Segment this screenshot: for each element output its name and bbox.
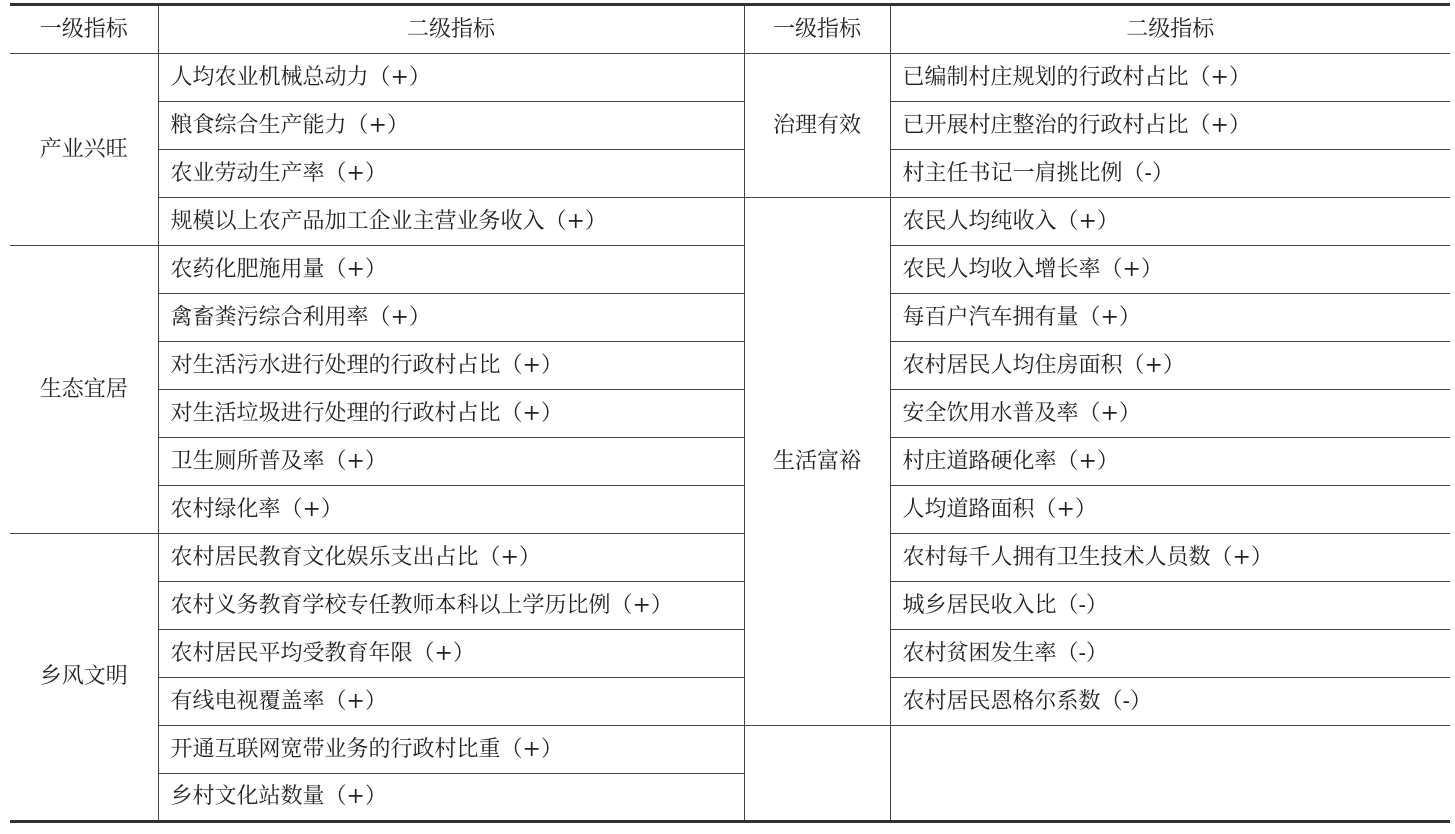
indicator-cell: 规模以上农产品加工企业主营业务收入（+） [158,198,744,246]
category-cell: 生活富裕 [744,198,890,726]
category-cell: 治理有效 [744,54,890,198]
indicator-cell: 城乡居民收入比（-） [890,582,1450,630]
indicator-cell: 已编制村庄规划的行政村占比（+） [890,54,1450,102]
table-row [10,534,1450,582]
indicator-cell: 农村居民人均住房面积（+） [890,342,1450,390]
indicator-table [10,3,1450,823]
table-row [10,198,1450,246]
table-row [10,102,1450,150]
indicator-cell: 人均农业机械总动力（+） [158,54,744,102]
indicator-cell: 农村居民恩格尔系数（-） [890,678,1450,726]
indicator-cell: 粮食综合生产能力（+） [158,102,744,150]
indicator-cell: 禽畜粪污综合利用率（+） [158,294,744,342]
indicator-cell: 农民人均收入增长率（+） [890,246,1450,294]
indicator-cell: 农村每千人拥有卫生技术人员数（+） [890,534,1450,582]
indicator-cell: 乡村文化站数量（+） [158,774,744,822]
table-row [10,150,1450,198]
table-row [10,486,1450,534]
table-row [10,390,1450,438]
indicator-cell: 农村居民平均受教育年限（+） [158,630,744,678]
empty-category-cell [744,726,890,822]
table-row [10,54,1450,102]
indicator-cell: 农村义务教育学校专任教师本科以上学历比例（+） [158,582,744,630]
indicator-cell: 村庄道路硬化率（+） [890,438,1450,486]
table-row [10,582,1450,630]
table-row [10,294,1450,342]
category-cell: 乡风文明 [10,534,158,822]
indicator-cell: 农药化肥施用量（+） [158,246,744,294]
table-row [10,726,1450,774]
indicator-cell: 每百户汽车拥有量（+） [890,294,1450,342]
indicator-cell: 农村贫困发生率（-） [890,630,1450,678]
category-cell: 产业兴旺 [10,54,158,246]
indicator-cell: 农村绿化率（+） [158,486,744,534]
table-row [10,246,1450,294]
indicator-cell: 人均道路面积（+） [890,486,1450,534]
table-row [10,630,1450,678]
indicator-table-container [10,0,1450,823]
header-level2-right: 二级指标 [890,5,1450,54]
indicator-cell: 对生活垃圾进行处理的行政村占比（+） [158,390,744,438]
indicator-cell: 开通互联网宽带业务的行政村比重（+） [158,726,744,774]
header-level1-left: 一级指标 [10,5,158,54]
indicator-cell: 农民人均纯收入（+） [890,198,1450,246]
header-row [10,5,1450,54]
header-level1-right: 一级指标 [744,5,890,54]
table-row [10,438,1450,486]
indicator-cell: 安全饮用水普及率（+） [890,390,1450,438]
indicator-cell: 对生活污水进行处理的行政村占比（+） [158,342,744,390]
indicator-cell: 农业劳动生产率（+） [158,150,744,198]
indicator-cell: 村主任书记一肩挑比例（-） [890,150,1450,198]
indicator-cell: 农村居民教育文化娱乐支出占比（+） [158,534,744,582]
empty-indicator-cell [890,726,1450,822]
table-row [10,342,1450,390]
header-level2-left: 二级指标 [158,5,744,54]
table-row [10,678,1450,726]
indicator-cell: 已开展村庄整治的行政村占比（+） [890,102,1450,150]
indicator-cell: 有线电视覆盖率（+） [158,678,744,726]
category-cell: 生态宜居 [10,246,158,534]
indicator-cell: 卫生厕所普及率（+） [158,438,744,486]
